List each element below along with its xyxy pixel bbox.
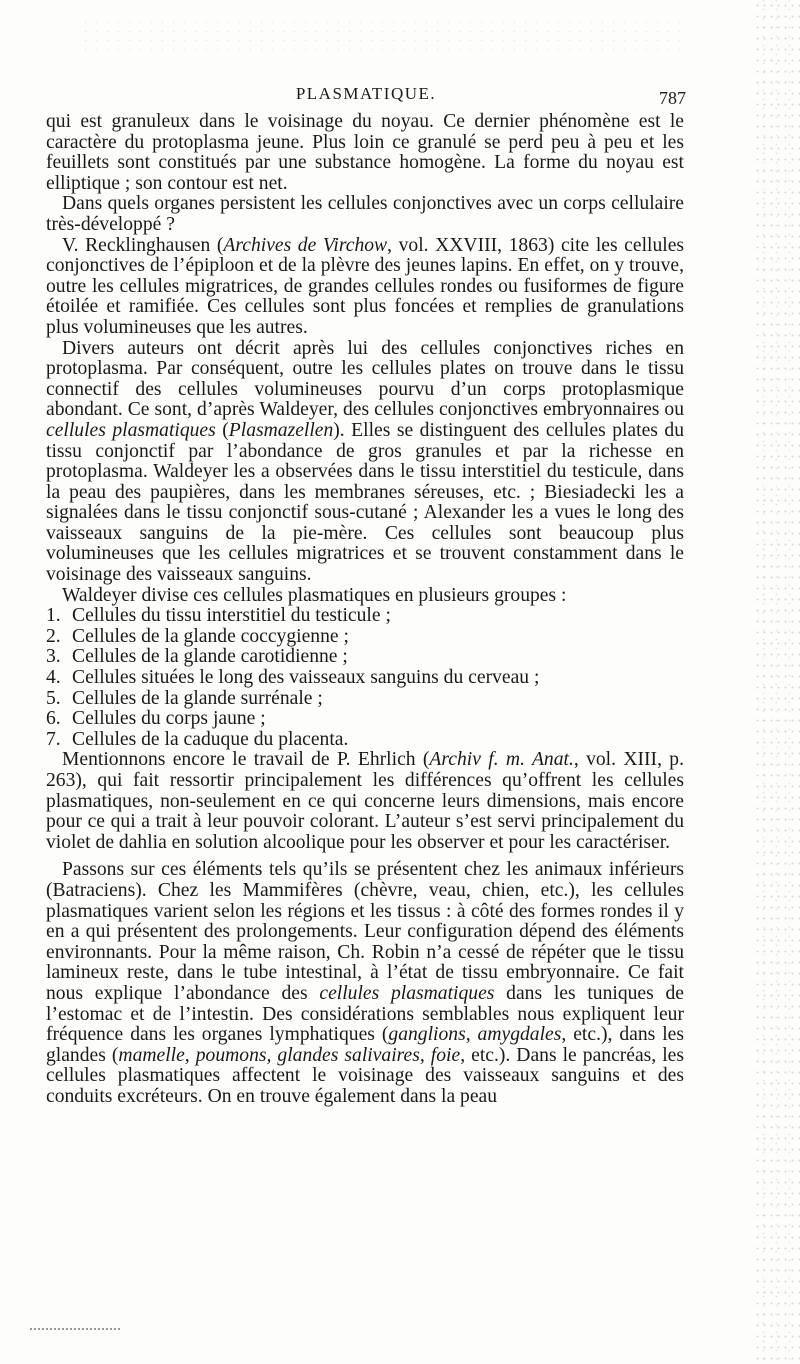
p7-term-glandes: mamelle, poumons, glandes salivaires, foie	[118, 1044, 461, 1066]
p3-text-b: , vol. XXVIII, 1863) cite les cellules conjonctives de l’épiploon et de la plèvre des jeunes lapins. En effet, on y trouve, outre les cellules migratrices, de grandes cellules rondes ou fusiformes de figure étoilée et ramifiée. Ces cellules sont plus foncées et remplies de granulations plus volumineuses que les autres.	[46, 234, 685, 338]
paragraph-6	[46, 750, 684, 853]
list-text: Cellules du tissu interstitiel du testicule ;	[72, 605, 391, 627]
p4-text-b: (	[215, 419, 229, 441]
p4-text-a: Divers auteurs ont décrit après lui des cellules conjonctives riches en protoplasma. Par conséquent, outre les cellules plates on trouve dans le tissu connectif des cellules volumineuses pourvu d’un corps protoplasmique abondant. Ce sont, d’après Waldeyer, des cellules conjonctives embryonnaires ou	[46, 337, 684, 421]
scan-footer-mark	[30, 1328, 120, 1333]
paragraph-5: Waldeyer divise ces cellules plasmatiques en plusieurs groupes :	[62, 584, 567, 606]
list-number: 4.	[46, 667, 61, 689]
list-text: Cellules de la glande coccygienne ;	[72, 625, 349, 647]
paragraph-7	[46, 860, 684, 1107]
paragraph-4	[46, 339, 684, 586]
list-number: 5.	[46, 687, 61, 709]
scan-noise-margin	[754, 0, 800, 1364]
p3-citation-virchow: Archives de Virchow	[223, 234, 388, 256]
p7-term-ganglions: ganglions, amygdales	[388, 1024, 562, 1046]
list-number: 1.	[46, 605, 61, 627]
paragraph-1: qui est granuleux dans le voisinage du noyau. Ce dernier phénomène est le caractère du protoplasma jeune. Plus loin ce granulé se perd peu à peu et les feuillets sont constitués par une substance homogène. La forme du noyau est elliptique ; son contour est net.	[46, 111, 684, 194]
scan-noise-top	[80, 18, 680, 58]
list-text: Cellules de la glande surrénale ;	[72, 687, 323, 709]
list-item	[46, 647, 684, 668]
list-item	[46, 668, 684, 689]
p6-text-a: Mentionnons encore le travail de P. Ehrlich (	[62, 749, 430, 771]
running-title: PLASMATIQUE.	[295, 84, 437, 103]
paragraph-2: Dans quels organes persistent les cellules conjonctives avec un corps cellulaire très-développé ?	[46, 193, 684, 235]
p6-citation-archiv: Archiv f. m. Anat.	[429, 749, 574, 771]
p4-term-plasmazellen: Plasmazellen	[228, 419, 334, 441]
list-number: 7.	[46, 728, 61, 750]
list-item	[46, 709, 684, 730]
p4-term-cellules-plasmatiques: cellules plasmatiques	[46, 419, 216, 441]
list-text: Cellules du corps jaune ;	[72, 708, 266, 730]
p7-text-d: , etc.). Dans le pancréas, les cellules plasmatiques affectent le voisinage des vaisseaux sanguins et des conduits excréteurs. On en trouve également dans la peau	[46, 1044, 685, 1107]
paragraph-3	[46, 236, 684, 339]
p7-text-b: dans les tuniques de l’estomac et de l’intestin. Des considérations semblables nous expliquent leur fréquence dans les organes lymphatiques (	[46, 982, 684, 1046]
list-item	[46, 606, 684, 627]
list-number: 2.	[46, 625, 61, 647]
p4-text-c: ). Elles se distinguent des cellules plates du tissu conjonctif par l’abondance de gros granules et par la richesse en protoplasma. Waldeyer les a observées dans le tissu interstitiel du testicule, dans la peau des paupières, dans les membranes séreuses, etc. ; Biesiadecki les a signalées dans le tissu conjonctif sous-cutané ; Alexander les a vues le long des vaisseaux sanguins de la pie-mère. Ces cellules sont beaucoup plus volumineuses que les cellules migratrices et se trouvent constamment dans le voisinage des vaisseaux sanguins.	[46, 419, 684, 586]
groups-list	[46, 606, 684, 750]
list-item	[46, 627, 684, 648]
list-number: 6.	[46, 708, 61, 730]
p3-text-a: V. Recklinghausen (	[62, 234, 224, 256]
list-item	[46, 689, 684, 710]
body-text	[46, 112, 684, 1108]
p7-text-c: , etc.), dans les glandes (	[46, 1024, 685, 1066]
page-number: 787	[659, 88, 686, 108]
page-header	[46, 84, 686, 114]
p6-text-b: , vol. XIII, p. 263), qui fait ressortir principalement les différences qu’offrent les cellules plasmatiques, non-seulement en ce qui concerne leurs dimensions, mais encore pour ce qui a trait à leur pouvoir colorant. L’auteur s’est servi principalement du violet de dahlia en solution alcoolique pour les observer et pour les caractériser.	[46, 749, 684, 853]
list-text: Cellules de la glande carotidienne ;	[72, 646, 348, 668]
list-item	[46, 730, 684, 751]
list-text: Cellules situées le long des vaisseaux sanguins du cerveau ;	[72, 667, 540, 689]
p7-text-a: Passons sur ces éléments tels qu’ils se présentent chez les animaux inférieurs (Batraciens). Chez les Mammifères (chèvre, veau, chien, etc.), les cellules plasmatiques varient selon les régions et les tissus : à côté des formes rondes il y en a qui présentent des prolongements. Leur configuration dépend des éléments environnants. Pour la même raison, Ch. Robin n’a cessé de répéter que le tissu lamineux reste, dans le tube intestinal, à l’état de tissu embryonnaire. Ce fait nous explique l’abondance des	[46, 859, 684, 1004]
list-number: 3.	[46, 646, 61, 668]
p7-term-cellules-plasmatiques: cellules plasmatiques	[319, 982, 495, 1004]
list-text: Cellules de la caduque du placenta.	[72, 728, 349, 750]
